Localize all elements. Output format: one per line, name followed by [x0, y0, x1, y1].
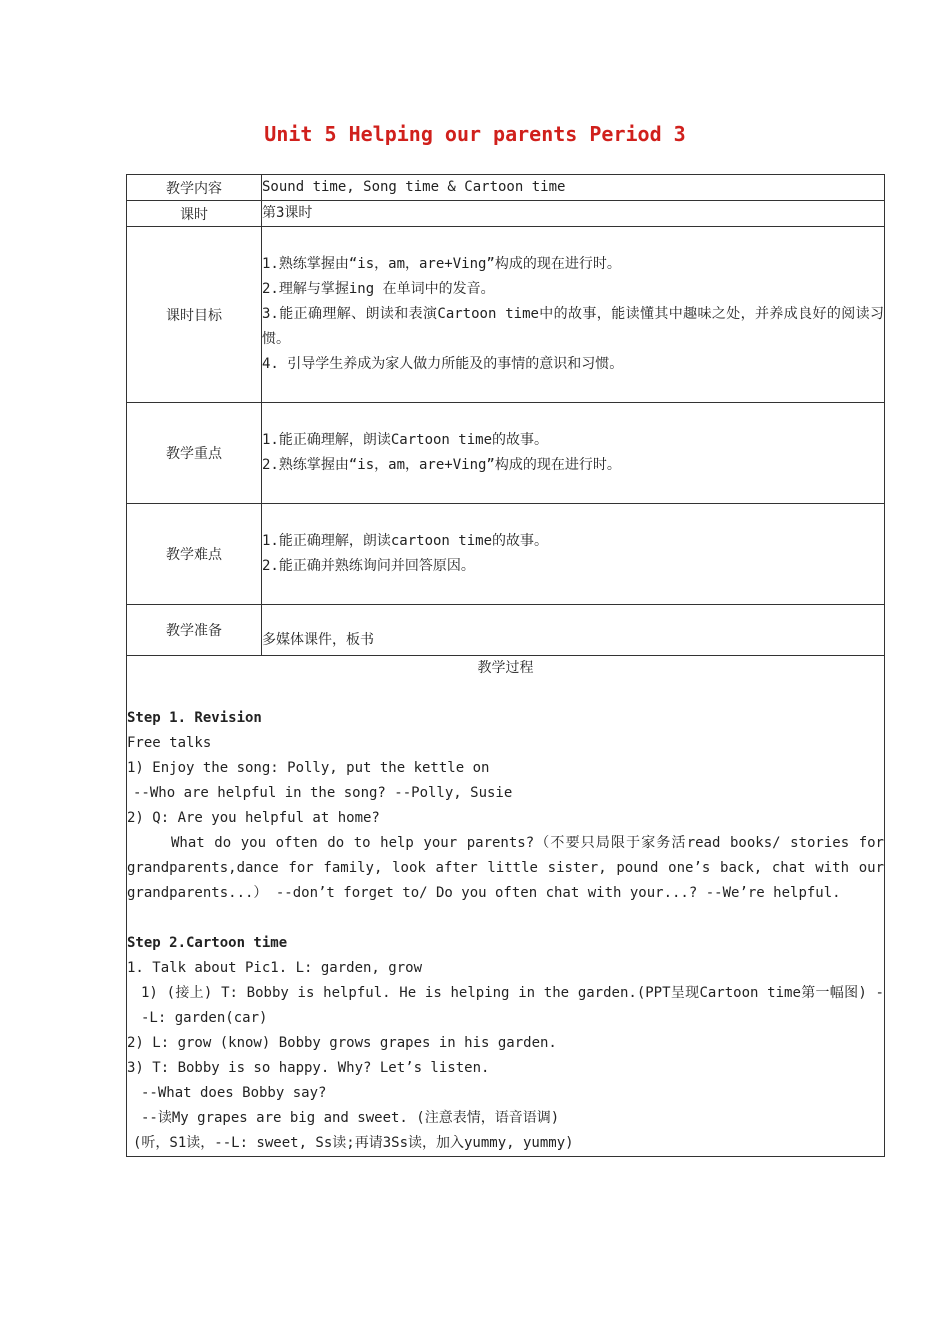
row-goals	[127, 227, 885, 403]
row-teaching-content	[127, 175, 885, 201]
value-preparation: 多媒体课件，板书	[262, 605, 885, 656]
label-goals: 课时目标	[127, 227, 262, 403]
row-difficulties	[127, 504, 885, 605]
step1-line: 2) Q: Are you helpful at home?	[127, 810, 380, 826]
goal-item: 1.熟练掌握由“is，am，are+Ving”构成的现在进行时。	[262, 256, 621, 272]
label-difficulties: 教学难点	[127, 504, 262, 605]
value-difficulties	[262, 504, 885, 605]
step2-line: 1. Talk about Pic1. L: garden, grow	[127, 960, 423, 976]
label-period: 课时	[127, 201, 262, 227]
lesson-plan-table	[126, 174, 885, 1157]
step2-line: --What does Bobby say?	[141, 1085, 327, 1101]
step2-title: Step 2.Cartoon time	[127, 935, 288, 951]
step1-title: Step 1. Revision	[127, 710, 262, 726]
step1-line: Free talks	[127, 735, 212, 751]
teaching-process	[127, 656, 885, 1157]
value-goals	[262, 227, 885, 403]
step2-line: 1) (接上) T: Bobby is helpful. He is helping in the garden.(PPT呈现Cartoon time第一幅图) --L: garden(car)	[141, 985, 884, 1026]
label-teaching-content: 教学内容	[127, 175, 262, 201]
label-preparation: 教学准备	[127, 605, 262, 656]
difficulty-item: 1.能正确理解，朗读cartoon time的故事。	[262, 533, 549, 549]
process-heading: 教学过程	[477, 660, 534, 676]
difficulty-item: 2.能正确并熟练询问并回答原因。	[262, 558, 475, 574]
step1-line: --Who are helpful in the song? --Polly, Susie	[133, 785, 513, 801]
label-key-points: 教学重点	[127, 403, 262, 504]
value-teaching-content: Sound time, Song time & Cartoon time	[262, 175, 885, 201]
step1-line: 1) Enjoy the song: Polly, put the kettle on	[127, 760, 490, 776]
step2-line: (听，S1读，--L: sweet, Ss读;再请3Ss读，加入yummy, yummy)	[133, 1135, 574, 1151]
value-key-points	[262, 403, 885, 504]
row-period	[127, 201, 885, 227]
step2-line: --读My grapes are big and sweet. (注意表情，语音语调)	[141, 1110, 560, 1126]
key-point-item: 1.能正确理解，朗读Cartoon time的故事。	[262, 432, 549, 448]
key-point-item: 2.熟练掌握由“is，am，are+Ving”构成的现在进行时。	[262, 457, 621, 473]
document-title: Unit 5 Helping our parents Period 3	[264, 122, 686, 146]
row-key-points	[127, 403, 885, 504]
row-preparation	[127, 605, 885, 656]
row-process	[127, 656, 885, 1157]
goal-item: 4. 引导学生养成为家人做力所能及的事情的意识和习惯。	[262, 356, 624, 372]
step1-paragraph: What do you often do to help your parents?（不要只局限于家务活read books/ stories for grandparents,dance for family, look after little sister, pound one’s back, chat with our grandparents...） --don’t forget to/ Do you often chat with your...? --We’re helpful.	[127, 835, 884, 901]
goal-item: 2.理解与掌握ing 在单词中的发音。	[262, 281, 495, 297]
step2-line: 2) L: grow (know) Bobby grows grapes in his garden.	[127, 1035, 557, 1051]
goal-item: 3.能正确理解、朗读和表演Cartoon time中的故事，能读懂其中趣味之处，并养成良好的阅读习惯。	[262, 306, 884, 347]
value-period: 第3课时	[262, 201, 885, 227]
step2-line: 3) T: Bobby is so happy. Why? Let’s listen.	[127, 1060, 490, 1076]
